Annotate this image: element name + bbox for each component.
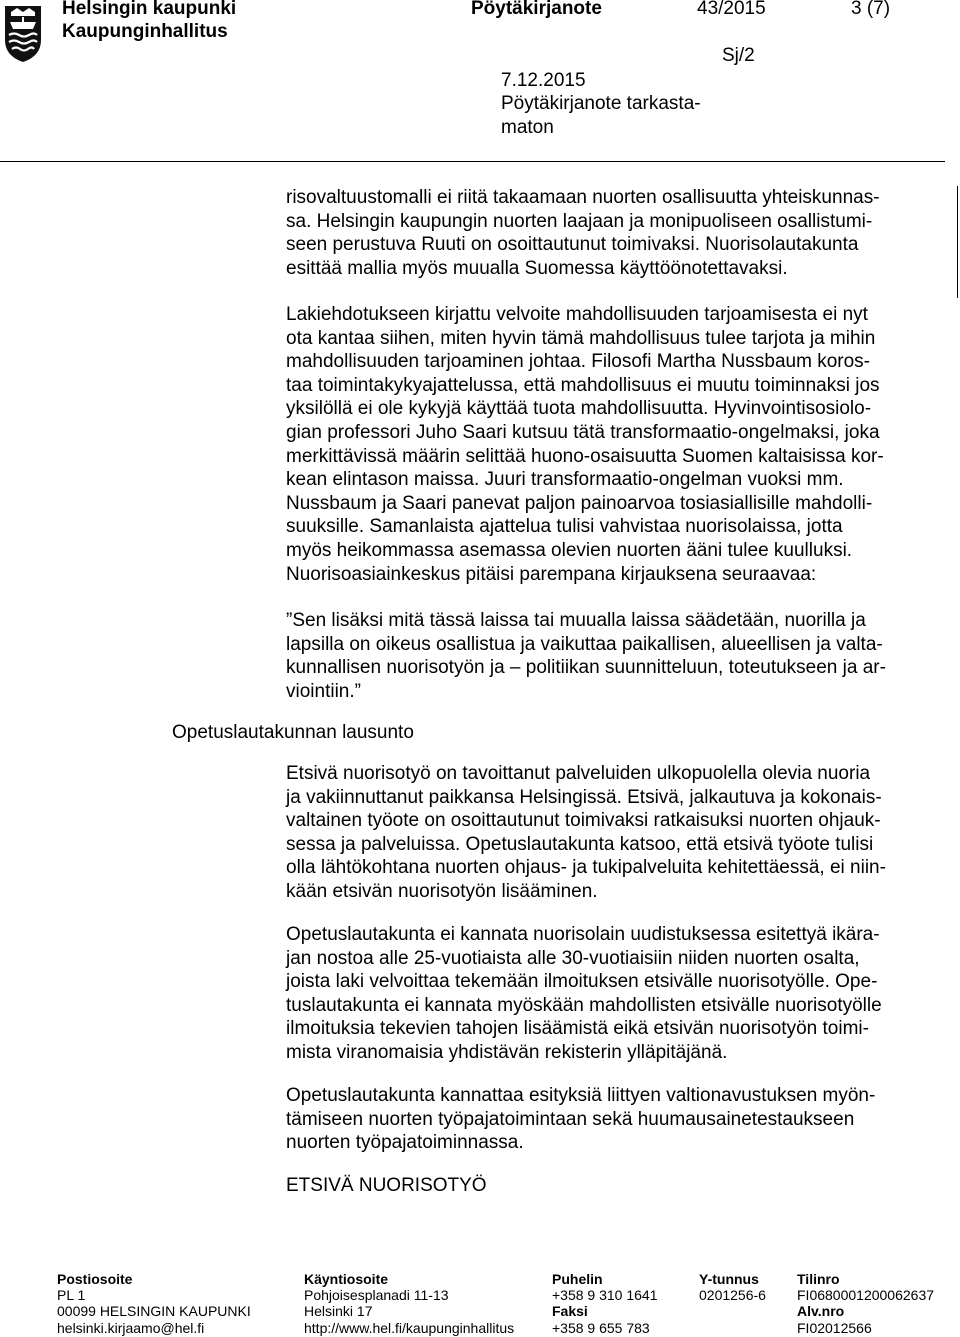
header-date: 7.12.2015 — [501, 70, 586, 91]
header-doc-number: 43/2015 — [697, 0, 766, 19]
footer-visiting-label: Käyntiosoite — [304, 1271, 389, 1287]
footer-account — [797, 1271, 934, 1336]
revision-bar — [957, 186, 958, 298]
paragraph-etsiva: Etsivä nuorisotyö on tavoittanut palveluiden ulkopuolella olevia nuoria ja vakiinnuttanut paikkansa Helsingissä. Etsivä, jalkautuva ja kokonais- valtainen työote on osoittautunut toimivaksi ratkaisuksi nuorten ohjauk- sessa ja palveluissa. Opetuslautakunta katsoo, että etsivä työote tulisi olla lähtökohtana nuorten ohjaus- ja tukipalveluita kehitettäessä, ei niin- kään etsivän nuorisotyön lisääminen. — [286, 763, 886, 902]
paragraph-intro: risovaltuustomalli ei riitä takaamaan nuorten osallisuutta yhteiskunnas- sa. Helsingin kaupungin nuorten laajaan ja monipuoliseen osallistumi- seen perustuva Ruuti on osoittautunut toimivaksi. Nuorisolautakunta esittää mallia myös muualla Suomessa käyttöönotettavaksi. — [286, 187, 880, 279]
footer-business-id — [699, 1271, 766, 1303]
footer-postal-address — [57, 1271, 251, 1336]
paragraph-lakiehdotus: Lakiehdotukseen kirjattu velvoite mahdollisuuden tarjoamisesta ei nyt ota kantaa siihen, miten hyvin tämä mahdollisuus tulee tarjota ja mihin mahdollisuuden tarjoaminen johtaa. Filosofi Martha Nussbaum koros- taa toimintakykyajattelussa, että mahdollisuus ei muutu toiminnaksi jos yksilöllä ei ole kykyjä käyttää tuota mahdollisuutta. Hyvinvointisosiolo- gian professori Juho Saari kutsuu tätä transformaatio-ongelmaksi, joka merkittävissä määrin selittää huono-osaisuutta Suomen kaltaisissa kor- kean elintason maissa. Juuri transformaatio-ongelman vuoksi mm. Nussbaum ja Saari panevat paljon painoarvoa tosiasiallisille mahdolli- suuksille. Samanlaista ajattelua tulisi vahvistaa nuorisolaissa, jotta myös heikommassa asemassa olevien nuorten ääni tulee kuulluksi. Nuorisoasiainkeskus pitäisi parempana kirjauksena seuraavaa: — [286, 304, 884, 585]
header-status-line2: maton — [501, 117, 554, 138]
footer-phone-number: +358 9 310 1641 — [552, 1287, 658, 1304]
footer-phone — [552, 1271, 658, 1336]
footer-account-label: Tilinro — [797, 1271, 840, 1287]
header-org: Helsingin kaupunki — [62, 0, 237, 19]
footer-postal-label: Postiosoite — [57, 1271, 133, 1287]
side-heading-opetuslautakunta: Opetuslautakunnan lausunto — [172, 722, 414, 743]
section-heading-etsiva-nuorisotyo: ETSIVÄ NUORISOTYÖ — [286, 1175, 487, 1196]
header-divider — [0, 161, 945, 162]
footer-postal-line: 00099 HELSINGIN KAUPUNKI — [57, 1303, 251, 1320]
paragraph-ikaraja: Opetuslautakunta ei kannata nuorisolain uudistuksessa esitettyä ikära- jan nostoa alle 25-vuotiaista alle 30-vuotiaisiin niiden nuorten osalta, joista laki velvoittaa tekemään ilmoituksen etsivälle nuorisotyölle. Ope- tuslautakunta ei kannata myöskään mahdollisten etsivälle nuorisotyölle ilmoituksia tekevien tahojen lisäämistä eikä etsivän nuorisotyön toimi- mista viranomaisia yhdistävän rekisterin ylläpitäjänä. — [286, 924, 882, 1063]
footer-vat-label: Alv.nro — [797, 1303, 845, 1320]
footer-visiting-line: Helsinki 17 — [304, 1303, 373, 1320]
footer-fax-label: Faksi — [552, 1303, 588, 1320]
paragraph-quote: ”Sen lisäksi mitä tässä laissa tai muualla laissa säädetään, nuorilla ja lapsilla on oikeus osallistua ja vaikuttaa paikallisen, alueellisen ja valta- kunnallisen nuorisotyön ja – politiikan suunnitteluun, toteutukseen ja ar- viointiin.” — [286, 610, 886, 702]
footer-website-link[interactable]: http://www.hel.fi/kaupunginhallitus — [304, 1319, 515, 1336]
footer-fax-number: +358 9 655 783 — [552, 1319, 650, 1336]
footer-account-number: FI0680001200062637 — [797, 1287, 935, 1304]
footer-email-link[interactable]: helsinki.kirjaamo@hel.fi — [57, 1319, 205, 1336]
header-status-line1: Pöytäkirjanote tarkasta- — [501, 93, 701, 114]
footer-visiting-line: Pohjoisesplanadi 11-13 — [304, 1287, 449, 1304]
footer-visiting-address — [304, 1271, 514, 1336]
header-doc-type: Pöytäkirjanote — [471, 0, 602, 19]
paragraph-valtionavustus: Opetuslautakunta kannattaa esityksiä liittyen valtionavustuksen myön- tämiseen nuorten työpajatoimintaan sekä huumausainetestaukseen nuorten työpajatoiminnassa. — [286, 1085, 876, 1154]
footer-postal-line: PL 1 — [57, 1287, 86, 1304]
footer-business-id-label: Y-tunnus — [699, 1271, 759, 1287]
header-section: Sj/2 — [722, 45, 755, 66]
footer-business-id-value: 0201256-6 — [699, 1287, 766, 1304]
footer-vat-number: FI02012566 — [797, 1319, 872, 1336]
header-page: 3 (7) — [851, 0, 891, 19]
helsinki-crest-logo — [2, 2, 44, 64]
header-department: Kaupunginhallitus — [62, 21, 228, 42]
footer-phone-label: Puhelin — [552, 1271, 603, 1287]
